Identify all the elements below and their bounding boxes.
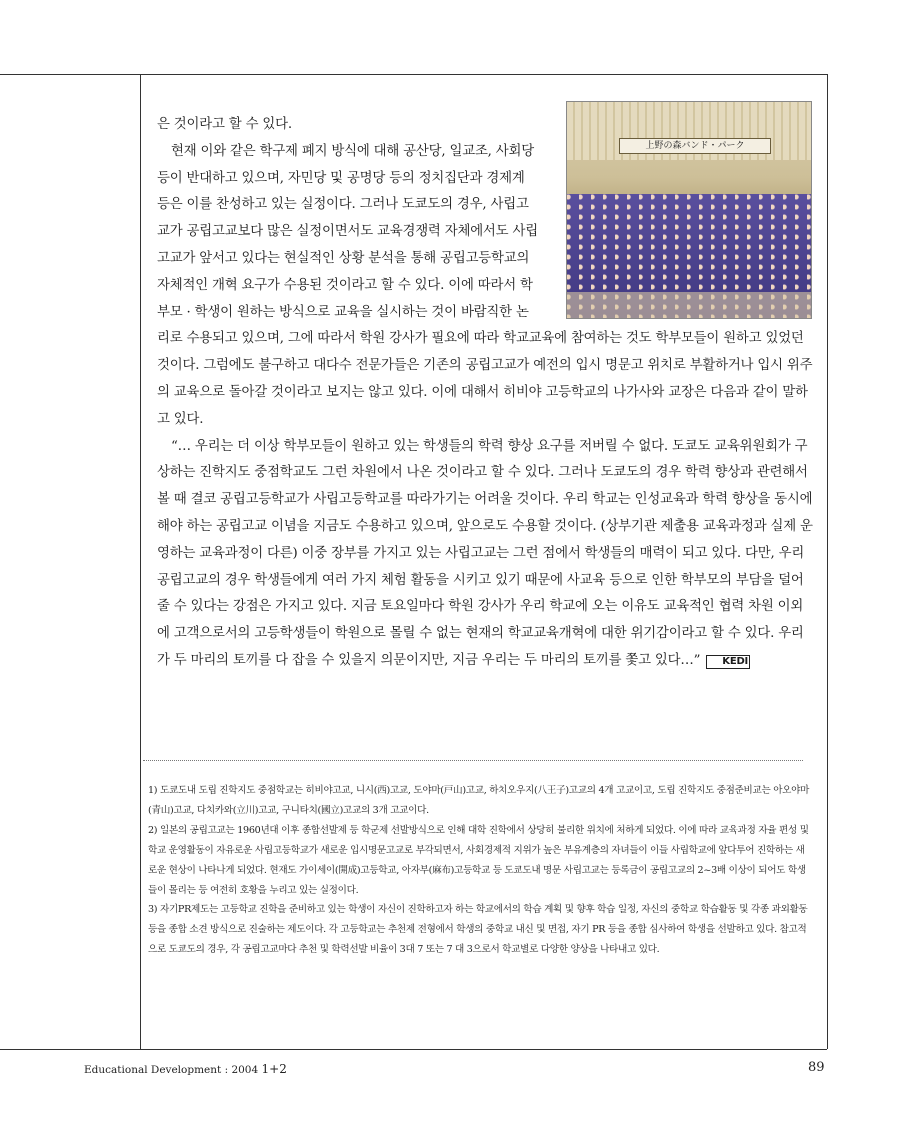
line: 교가 공립고교보다 많은 실정이면서도 교육경쟁력 자체에서도 사립 [157,224,538,240]
left-rule [140,74,141,1049]
quote-paragraph [157,434,815,675]
line: 현재 이와 같은 학구제 폐지 방식에 대해 공산당, 일교조, 사회당 [171,143,535,159]
footnote-1: 1) 도쿄도내 도립 진학지도 중점학교는 히비야고교, 니시(西)고교, 도야마(戸山)고교, 하치오우지(八王子)고교의 4개 고교이고, 도립 진학지도 중점준비교는 아오야마(青山)고교, 다치카와(立川)고교, 구니타치(國立)고교의 3개 고교이다. [148,785,810,816]
footnote-2: 2) 일본의 공립고교는 1960년대 이후 종합선발제 등 학군제 선발방식으로 인해 대학 진학에서 상당히 불리한 위치에 처하게 되었다. 이에 따라 교육과정 자율 편성 및 학교 운영활동이 자유로운 사립고등학교가 새로운 입시명문고교로 부각되면서, 사회경제적 지위가 높은 부유계층의 자녀들이 이들 사립학교에 앞다투어 진학하는 새로운 현상이 나타나게 되었다. 현재도 가이세이(開成)고등학교, 아자부(麻布)고등학교 등 도쿄도내 명문 사립고교는 등록금이 공립고교의 2~3배 이상이 되어도 학생들이 몰리는 등 여전히 호황을 누리고 있는 실정이다. [148,824,809,896]
photo-banner: 上野の森バンド・パーク [619,138,771,154]
line: 등은 이를 찬성하고 있는 실정이다. 그러나 도쿄도의 경우, 사립고 [157,197,529,213]
footer-journal [84,1062,287,1076]
bottom-rule [0,1049,827,1050]
right-rule [827,74,828,1049]
footnotes [148,781,813,960]
journal-name: Educational Development : 2004 [84,1064,259,1076]
article-body [157,112,815,675]
top-rule [0,74,827,75]
footnote-3: 3) 자기PR제도는 고등학교 진학을 준비하고 있는 학생이 자신이 진학하고자 하는 학교에서의 학습 계획 및 향후 학습 일정, 자신의 중학교 학습활동 및 각종 과외활동 등을 종합 소견 방식으로 진술하는 제도이다. 각 고등학교는 추천제 전형에서 학생의 중학교 내신 및 면접, 자기 PR 등을 종합 심사하여 학생을 선발하고 있다. 참고적으로 도쿄도의 경우, 각 공립고교마다 추천 및 학력선발 비율이 3대 7 또는 7 대 3으로서 학교별로 다양한 양상을 나타내고 있다. [148,904,808,956]
paragraph-1 [157,112,815,434]
issue-number: 1+2 [261,1062,287,1076]
line: 고교가 앞서고 있다는 현실적인 상황 분석을 통해 공립고등학교의 [157,250,530,266]
line: 은 것이라고 할 수 있다. [157,117,292,132]
line: 부모 · 학생이 원하는 방식으로 교육을 실시하는 것이 바람직한 논 [157,304,529,320]
quote-text: “… 우리는 더 이상 학부모들이 원하고 있는 학생들의 학력 향상 요구를 저버릴 수 없다. 도쿄도 교육위원회가 구상하는 진학지도 중점학교도 그런 차원에서 나온 것이라고 할 수 있다. 그러나 도쿄도의 경우 학력 향상과 관련해서 볼 때 결코 공립고등학교가 사립고등학교를 따라가기는 어려울 것이다. 우리 학교는 인성교육과 학력 향상을 동시에 해야 하는 공립고교 이념을 지금도 수용하고 있으며, 앞으로도 수용할 것이다. (상부기관 제출용 교육과정과 실제 운영하는 교육과정이 다른) 이중 장부를 가지고 있는 사립고교는 그런 점에서 학생들의 매력이 되고 있다. 다만, 우리 공립고교의 경우 학생들에게 여러 가지 체험 활동을 시키고 있기 때문에 사교육 등으로 인한 학부모의 부담을 덜어줄 수 있다는 강점은 가지고 있다. 지금 토요일마다 학원 강사가 우리 학교에 오는 이유도 교육적인 협력 차원 이외에 고객으로서의 고등학생들이 학원으로 몰릴 수 없는 현재의 학교교육개혁에 대한 위기감이라고 할 수 있다. 우리가 두 마리의 토끼를 다 잡을 수 있을지 의문이지만, 지금 우리는 두 마리의 토끼를 쫓고 있다…” [157,438,813,668]
footnote-separator [143,760,803,761]
kedi-end-mark: KEDI [706,655,750,669]
page-number: 89 [808,1060,825,1075]
line: 등이 반대하고 있으며, 자민당 및 공명당 등의 정치집단과 경제계 [157,170,525,186]
paragraph-1-continuation: 리로 수용되고 있으며, 그에 따라서 학원 강사가 필요에 따라 학교교육에 참여하는 것도 학부모들이 원하고 있었던 것이다. 그럼에도 불구하고 대다수 전문가들은 기존의 공립고교가 예전의 입시 명문고 위치로 부활하거나 입시 위주의 교육으로 돌아갈 것이라고 보지는 않고 있다. 이에 대해서 히비야 고등학교의 나가사와 교장은 다음과 같이 말하고 있다. [157,331,813,427]
line: 자체적인 개혁 요구가 수용된 것이라고 할 수 있다. 이에 따라서 학 [157,277,533,293]
